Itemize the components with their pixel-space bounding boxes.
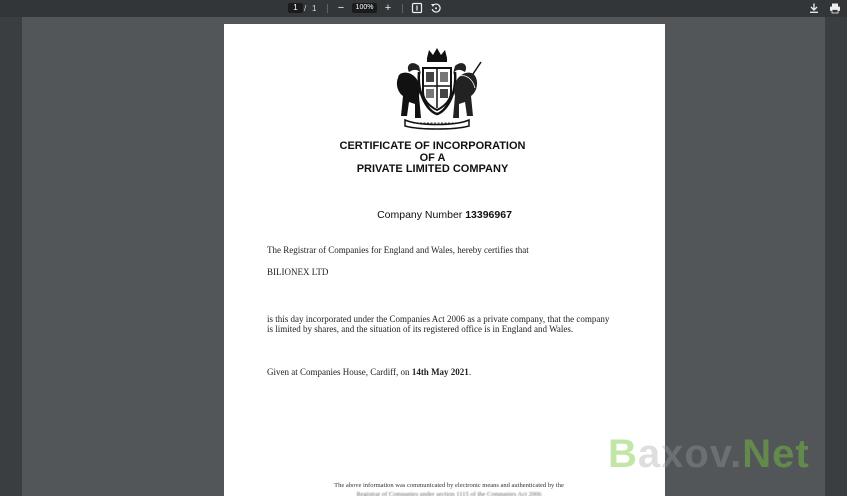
fit-page-icon[interactable]: [411, 2, 423, 14]
footer-authentication-text: The above information was communicated by electronic means and authenticated by the: [334, 482, 564, 489]
watermark: [608, 426, 818, 482]
incorporation-text: is this day incorporated under the Companies Act 2006 as a private company, that the company is limited by shares, and the situation of its registered office is in England and Wales.: [267, 314, 610, 334]
royal-coat-of-arms-icon: [389, 46, 485, 130]
page-total: 1: [312, 4, 317, 13]
company-name: BILIONEX LTD: [267, 267, 329, 277]
zoom-in-button[interactable]: +: [384, 2, 392, 14]
certificate-title-line-3: PRIVATE LIMITED COMPANY: [356, 163, 509, 175]
toolbar-divider: [327, 4, 328, 13]
page-separator: /: [304, 4, 307, 13]
download-icon[interactable]: [808, 2, 820, 14]
registrar-certifies-text: The Registrar of Companies for England and Wales, hereby certifies that: [267, 245, 529, 255]
rotate-icon[interactable]: [430, 2, 442, 14]
print-icon[interactable]: [829, 2, 841, 14]
incorporation-date: 14th May 2021: [411, 367, 469, 377]
zoom-level-input[interactable]: 100%: [352, 3, 377, 13]
certificate-title-line-1: CERTIFICATE OF INCORPORATION: [339, 140, 526, 152]
pdf-toolbar: [0, 0, 847, 17]
given-at-label: Given at Companies House, Cardiff, on: [267, 367, 410, 377]
given-at-text: [267, 367, 617, 377]
left-gutter: [0, 17, 22, 496]
page-number-input[interactable]: 1: [288, 3, 303, 13]
company-number-label: Company Number: [377, 209, 463, 221]
watermark-part-3: Net: [742, 432, 810, 476]
watermark-part-2: axov.: [637, 432, 743, 476]
zoom-out-button[interactable]: −: [337, 2, 345, 14]
company-number: [224, 209, 665, 221]
toolbar-divider: [402, 4, 403, 13]
right-gutter: [825, 17, 847, 496]
company-number-value: 13396967: [465, 209, 512, 221]
certificate-title-line-2: OF A: [419, 152, 446, 164]
given-period: .: [468, 367, 472, 377]
footer-authentication-text-2: Registrar of Companies under section 1115 of the Companies Act 2006: [356, 491, 542, 496]
document-page: [224, 24, 665, 496]
watermark-part-1: B: [608, 432, 638, 476]
